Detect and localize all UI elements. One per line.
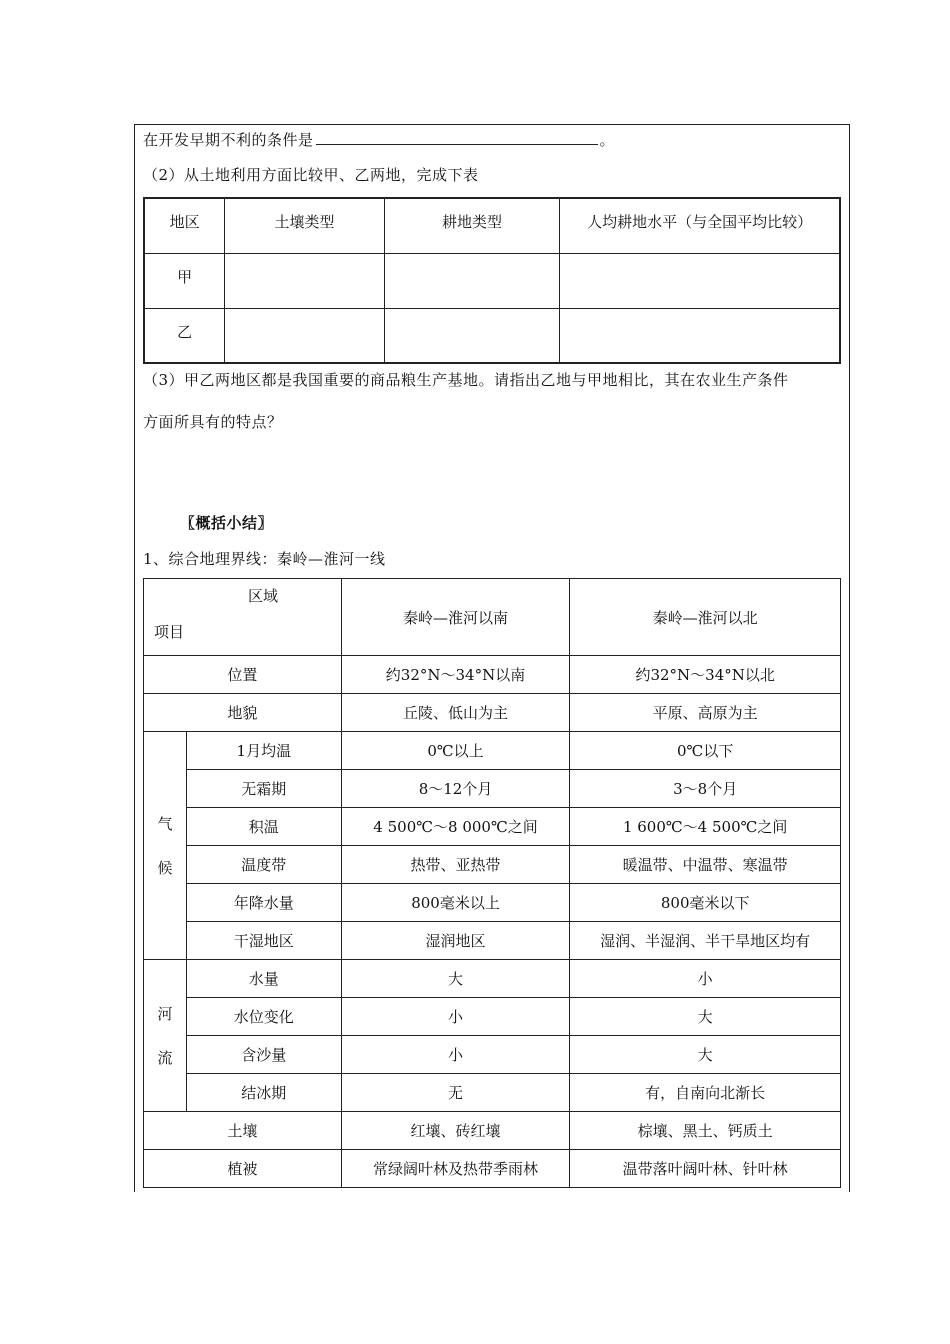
- row-label: 干湿地区: [186, 922, 341, 960]
- cell-south: 小: [341, 1036, 570, 1074]
- row-label: 含沙量: [186, 1036, 341, 1074]
- cell-north: 大: [570, 998, 841, 1036]
- q1-tail-end: 。: [599, 131, 616, 149]
- row-label: 结冰期: [186, 1074, 341, 1112]
- row-label: 水位变化: [186, 998, 341, 1036]
- climate-group-label: [144, 732, 187, 960]
- geography-boundary-table: [143, 578, 841, 1188]
- row-label: 水量: [186, 960, 341, 998]
- table1-header-region: 地区: [144, 198, 225, 253]
- cell-north: 0℃以下: [570, 732, 841, 770]
- cell-north: 暖温带、中温带、寒温带: [570, 846, 841, 884]
- cell-south: 4 500℃～8 000℃之间: [341, 808, 570, 846]
- land-use-table: [143, 197, 841, 364]
- cell-north: 有，自南向北渐长: [570, 1074, 841, 1112]
- row-label: 地貌: [144, 694, 342, 732]
- answer-blank[interactable]: [316, 129, 598, 145]
- cell-south: 小: [341, 998, 570, 1036]
- q1-tail-line: [143, 129, 615, 150]
- cell-south: 无: [341, 1074, 570, 1112]
- header-region-label: 区域: [248, 587, 279, 605]
- cell-north: 3～8个月: [570, 770, 841, 808]
- table1-header-farmland: 耕地类型: [384, 198, 559, 253]
- cell-south: 大: [341, 960, 570, 998]
- river-group-label: [144, 960, 187, 1112]
- table1-cell[interactable]: [560, 308, 840, 363]
- cell-south: 红壤、砖红壤: [341, 1112, 570, 1150]
- cell-north: 1 600℃～4 500℃之间: [570, 808, 841, 846]
- cell-north: 800毫米以下: [570, 884, 841, 922]
- climate-char2: 候: [157, 858, 173, 877]
- row-label: 无霜期: [186, 770, 341, 808]
- q1-tail-text: 在开发早期不利的条件是: [143, 131, 314, 149]
- header-south: 秦岭—淮河以南: [341, 579, 570, 656]
- row-label: 土壤: [144, 1112, 342, 1150]
- header-diagonal-cell: [144, 579, 342, 656]
- river-char2: 流: [157, 1048, 173, 1067]
- header-item-label: 项目: [154, 623, 185, 641]
- table1-row-jia: 甲: [144, 253, 225, 308]
- q3-line1: （3）甲乙两地区都是我国重要的商品粮生产基地。请指出乙地与甲地相比，其在农业生产条件: [143, 371, 789, 389]
- cell-south: 丘陵、低山为主: [341, 694, 570, 732]
- table1-cell[interactable]: [225, 308, 385, 363]
- row-label: 年降水量: [186, 884, 341, 922]
- q2-text: （2）从土地利用方面比较甲、乙两地，完成下表: [143, 166, 479, 184]
- cell-south: 8～12个月: [341, 770, 570, 808]
- q3-line2: 方面所具有的特点？: [143, 413, 283, 431]
- table1-header-percapita: 人均耕地水平（与全国平均比较）: [560, 198, 840, 253]
- row-label: 位置: [144, 656, 342, 694]
- cell-north: 小: [570, 960, 841, 998]
- table1-cell[interactable]: [384, 253, 559, 308]
- cell-south: 常绿阔叶林及热带季雨林: [341, 1150, 570, 1188]
- river-char1: 河: [157, 1004, 173, 1023]
- row-label: 1月均温: [186, 732, 341, 770]
- table1-cell[interactable]: [225, 253, 385, 308]
- cell-north: 温带落叶阔叶林、针叶林: [570, 1150, 841, 1188]
- table1-header-soil: 土壤类型: [225, 198, 385, 253]
- table1-cell[interactable]: [384, 308, 559, 363]
- cell-south: 0℃以上: [341, 732, 570, 770]
- cell-south: 湿润地区: [341, 922, 570, 960]
- summary-title: 〖概括小结〗: [180, 514, 274, 532]
- cell-north: 棕壤、黑土、钙质土: [570, 1112, 841, 1150]
- cell-north: 大: [570, 1036, 841, 1074]
- table1-row-yi: 乙: [144, 308, 225, 363]
- cell-north: 湿润、半湿润、半干旱地区均有: [570, 922, 841, 960]
- header-north: 秦岭—淮河以北: [570, 579, 841, 656]
- row-label: 温度带: [186, 846, 341, 884]
- cell-north: 约32°N～34°N以北: [570, 656, 841, 694]
- row-label: 植被: [144, 1150, 342, 1188]
- cell-south: 热带、亚热带: [341, 846, 570, 884]
- climate-char1: 气: [157, 814, 173, 833]
- table1-cell[interactable]: [560, 253, 840, 308]
- summary-item1: 1、综合地理界线：秦岭—淮河一线: [143, 550, 386, 568]
- cell-south: 800毫米以上: [341, 884, 570, 922]
- row-label: 积温: [186, 808, 341, 846]
- cell-north: 平原、高原为主: [570, 694, 841, 732]
- cell-south: 约32°N～34°N以南: [341, 656, 570, 694]
